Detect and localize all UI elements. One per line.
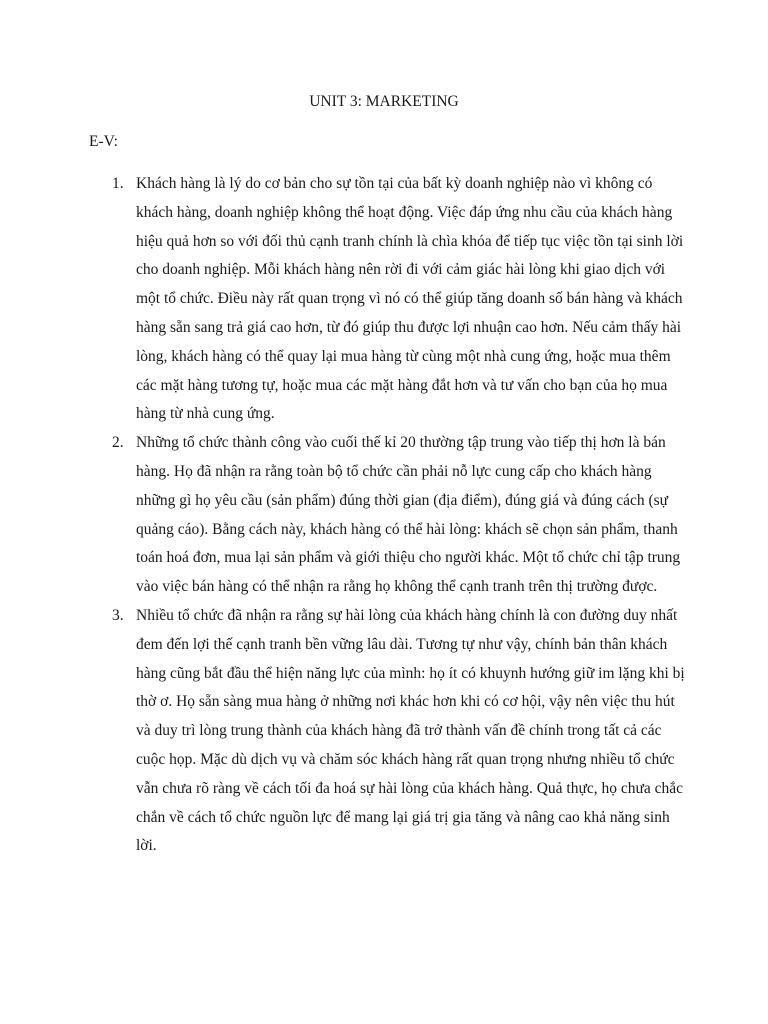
list-item-number: 3. <box>112 606 124 624</box>
paragraph-list <box>89 170 689 861</box>
list-item-text: Những tổ chức thành công vào cuối thế kỉ 20 thường tập trung vào tiếp thị hơn là bán hàng. Họ đã nhận ra rằng toàn bộ tổ chức cần phải nỗ lực cung cấp cho khách hàng những gì họ yêu cầu (sản phẩm) đúng thời gian (địa điểm), đúng giá và đúng cách (sự quảng cáo). Bằng cách này, khách hàng có thể hài lòng: khách sẽ chọn sản phẩm, thanh toán hoá đơn, mua lại sản phẩm và giới thiệu cho người khác. Một tổ chức chỉ tập trung vào việc bán hàng có thể nhận ra rằng họ không thể cạnh tranh trên thị trường được. <box>136 434 681 596</box>
list-item-number: 2. <box>112 434 124 452</box>
section-label: E-V: <box>89 133 118 150</box>
list-item <box>89 170 689 429</box>
page-title: UNIT 3: MARKETING <box>309 93 459 110</box>
list-item <box>89 602 689 861</box>
list-item-text: Khách hàng là lý do cơ bản cho sự tồn tại của bất kỳ doanh nghiệp nào vì không có khách hàng, doanh nghiệp không thể hoạt động. Việc đáp ứng nhu cầu của khách hàng hiệu quả hơn so với đối thủ cạnh tranh chính là chìa khóa để tiếp tục việc tồn tại sinh lời cho doanh nghiệp. Mỗi khách hàng nên rời đi với cảm giác hài lòng khi giao dịch với một tổ chức. Điều này rất quan trọng vì nó có thể giúp tăng doanh số bán hàng và khách hàng sẵn sang trả giá cao hơn, từ đó giúp thu được lợi nhuận cao hơn. Nếu cảm thấy hài lòng, khách hàng có thể quay lại mua hàng từ cùng một nhà cung ứng, hoặc mua thêm các mặt hàng tương tự, hoặc mua các mặt hàng đắt hơn và tư vấn cho bạn của họ mua hàng từ nhà cung ứng. <box>136 175 684 423</box>
list-item-text: Nhiều tổ chức đã nhận ra rằng sự hài lòng của khách hàng chính là con đường duy nhất đem đến lợi thế cạnh tranh bền vững lâu dài. Tương tự như vậy, chính bản thân khách hàng cũng bắt đầu thể hiện năng lực của mình: họ ít có khuynh hướng giữ im lặng khi bị thờ ơ. Họ sẵn sàng mua hàng ở những nơi khác hơn khi có cơ hội, vậy nên việc thu hút và duy trì lòng trung thành của khách hàng đã trở thành vấn đề chính trong tất cả các cuộc họp. Mặc dù dịch vụ và chăm sóc khách hàng rất quan trọng nhưng nhiều tổ chức vẫn chưa rõ ràng về cách tối đa hoá sự hài lòng của khách hàng. Quả thực, họ chưa chắc chắn về cách tổ chức nguồn lực để mang lại giá trị gia tăng và nâng cao khả năng sinh lời. <box>136 606 685 855</box>
list-item <box>89 429 689 602</box>
list-item-number: 1. <box>112 175 124 192</box>
